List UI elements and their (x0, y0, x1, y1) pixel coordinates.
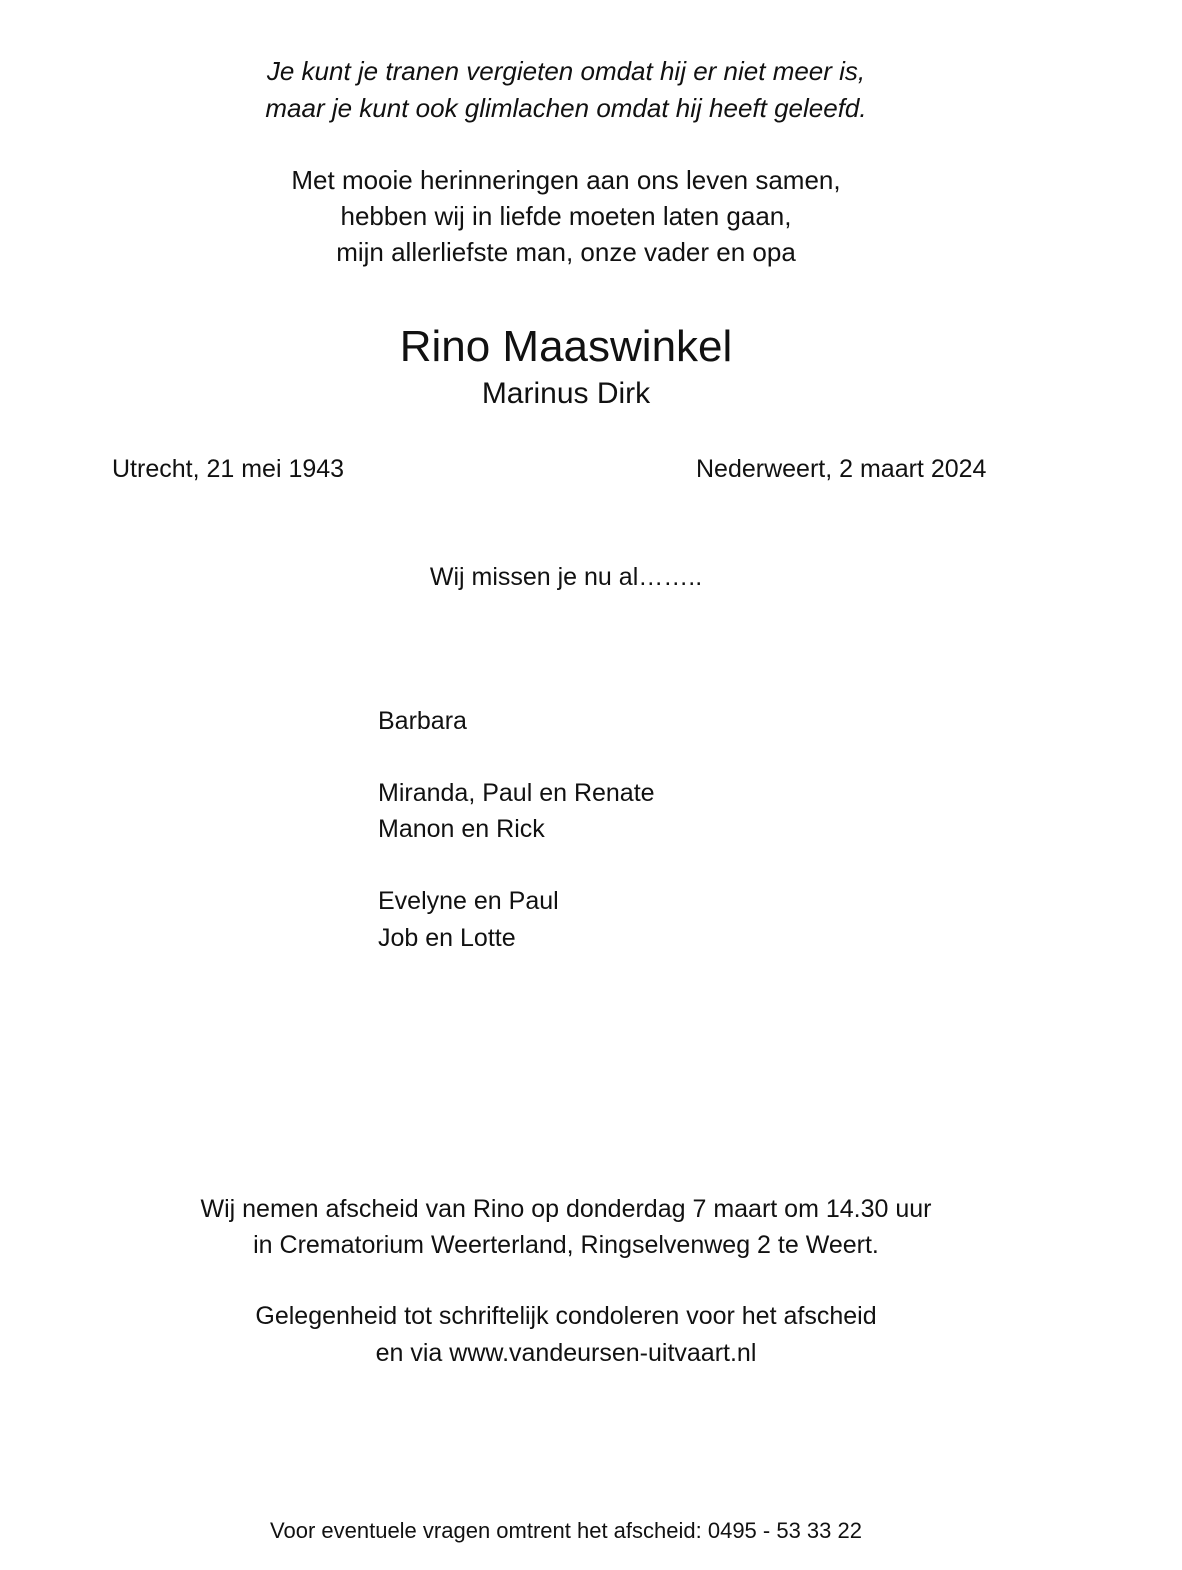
family-member: Miranda, Paul en Renate (378, 779, 655, 807)
family-member: Manon en Rick (378, 815, 545, 843)
deceased-given-names: Marinus Dirk (481, 377, 651, 410)
deceased-name: Rino Maaswinkel (399, 322, 733, 371)
family-member: Barbara (378, 707, 467, 735)
contact-line: Voor eventuele vragen omtrent het afscheid: 0495 - 53 33 22 (270, 1518, 862, 1543)
farewell-line-1: Wij nemen afscheid van Rino op donderdag 7 maart om 14.30 uur (200, 1195, 932, 1223)
birth-place-date: Utrecht, 21 mei 1943 (112, 455, 345, 483)
poem-line-2: maar je kunt ook glimlachen omdat hij heeft geleefd. (265, 93, 867, 123)
condolence-line-1: Gelegenheid tot schriftelijk condoleren voor het afscheid (255, 1302, 877, 1330)
family-member: Job en Lotte (378, 924, 516, 952)
intro-line-3: mijn allerliefste man, onze vader en opa (336, 237, 796, 267)
death-place-date: Nederweert, 2 maart 2024 (696, 455, 987, 483)
intro-line-2: hebben wij in liefde moeten laten gaan, (340, 201, 792, 231)
poem-line-1: Je kunt je tranen vergieten omdat hij er niet meer is, (266, 56, 866, 86)
farewell-line-2: in Crematorium Weerterland, Ringselvenweg 2 te Weert. (253, 1231, 879, 1259)
family-member: Evelyne en Paul (378, 887, 559, 915)
closing-line: Wij missen je nu al…….. (429, 563, 703, 591)
intro-line-1: Met mooie herinneringen aan ons leven samen, (291, 165, 841, 195)
condolence-line-2: en via www.vandeursen-uitvaart.nl (375, 1339, 757, 1367)
